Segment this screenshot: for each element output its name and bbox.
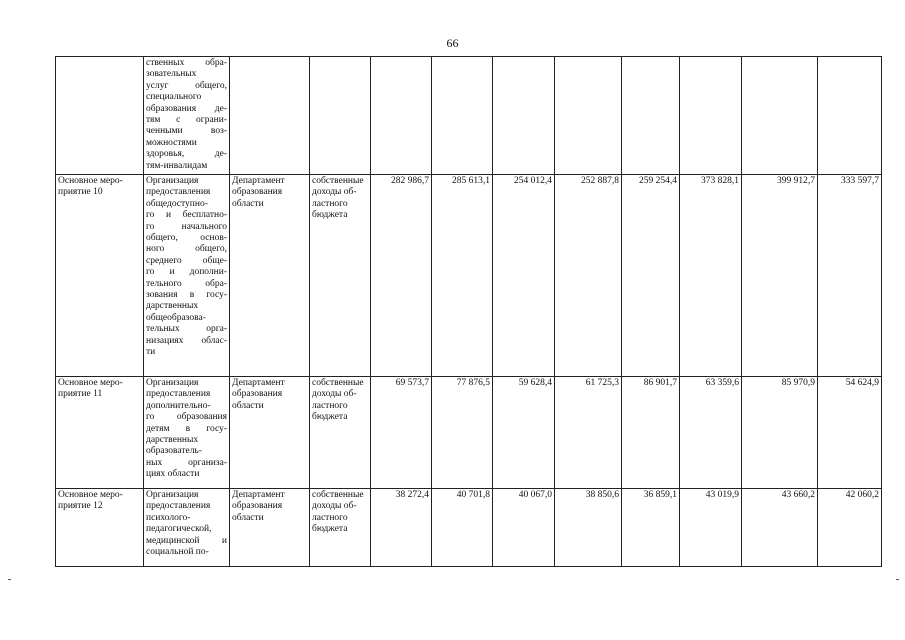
cell-text-line: бюджета xyxy=(312,412,348,423)
activity-description-cell xyxy=(144,489,230,567)
cell-text-line: низациях облас- xyxy=(146,335,227,346)
cell-text-line: можностями xyxy=(146,137,197,148)
cell-text-line: тям с ограни- xyxy=(146,115,227,126)
cell-text-line: бюджета xyxy=(312,210,348,221)
cell-text-line: циях области xyxy=(146,469,200,480)
cell-text-line: общедоступно- xyxy=(146,198,208,209)
funding-value-cell xyxy=(622,57,680,175)
activity-name-cell xyxy=(56,377,144,489)
funding-value-cell: 259 254,4 xyxy=(622,175,680,377)
cell-text-line: общего, основ- xyxy=(146,233,227,244)
cell-text-line: тям-инвалидам xyxy=(146,160,208,171)
funding-value-cell: 38 850,6 xyxy=(555,489,622,567)
cell-text-line: ных организа- xyxy=(146,457,227,468)
cell-text-line: Департамент xyxy=(232,490,285,500)
executor-cell xyxy=(230,175,310,377)
activity-name-cell xyxy=(56,175,144,377)
cell-text-line: здоровья, де- xyxy=(146,149,227,160)
cell-text-line: дарственных xyxy=(146,435,199,446)
scan-mark-right xyxy=(896,579,899,580)
cell-text-line: образователь- xyxy=(146,446,202,457)
funding-source-cell xyxy=(310,57,371,175)
funding-value-cell xyxy=(371,57,432,175)
table-row xyxy=(56,489,882,567)
scan-mark-left xyxy=(8,579,11,580)
funding-value-cell xyxy=(555,57,622,175)
funding-value-cell: 36 859,1 xyxy=(622,489,680,567)
cell-text-line: психолого- xyxy=(146,512,191,523)
funding-value-cell: 40 067,0 xyxy=(493,489,555,567)
cell-text-line: собственные xyxy=(312,490,364,500)
executor-cell xyxy=(230,377,310,489)
cell-text-line: приятие 12 xyxy=(58,501,103,512)
funding-value-cell xyxy=(493,57,555,175)
cell-text-line: зования в госу- xyxy=(146,290,227,301)
funding-value-cell: 63 359,6 xyxy=(680,377,742,489)
cell-text-line: образования xyxy=(232,187,283,198)
activity-name-cell xyxy=(56,489,144,567)
funding-value-cell: 54 624,9 xyxy=(818,377,882,489)
cell-text-line: го и дополни- xyxy=(146,267,227,278)
table-row xyxy=(56,57,882,175)
funding-value-cell: 43 019,9 xyxy=(680,489,742,567)
funding-value-cell xyxy=(680,57,742,175)
funding-value-cell: 42 060,2 xyxy=(818,489,882,567)
cell-text-line: области xyxy=(232,400,264,411)
cell-text-line: бюджета xyxy=(312,524,348,535)
funding-value-cell: 282 986,7 xyxy=(371,175,432,377)
cell-text-line: тельного обра- xyxy=(146,278,227,289)
cell-text-line: образования де- xyxy=(146,103,227,114)
cell-text-line: услуг общего, xyxy=(146,80,227,91)
funding-value-cell: 399 912,7 xyxy=(742,175,818,377)
cell-text-line: доходы об- xyxy=(312,187,357,198)
funding-source-cell xyxy=(310,489,371,567)
cell-text-line: предоставления xyxy=(146,187,211,198)
funding-value-cell: 38 272,4 xyxy=(371,489,432,567)
cell-text-line: предоставления xyxy=(146,389,211,400)
funding-value-cell: 69 573,7 xyxy=(371,377,432,489)
table-row xyxy=(56,377,882,489)
activity-name-cell xyxy=(56,57,144,175)
cell-text-line: области xyxy=(232,198,264,209)
cell-text-line: ластного xyxy=(312,400,348,411)
cell-text-line: среднего обще- xyxy=(146,255,227,266)
activity-description-cell xyxy=(144,377,230,489)
cell-text-line: ластного xyxy=(312,512,348,523)
cell-text-line: зовательных xyxy=(146,69,197,80)
funding-value-cell: 85 970,9 xyxy=(742,377,818,489)
funding-source-cell xyxy=(310,175,371,377)
cell-text-line: предоставления xyxy=(146,501,211,512)
cell-text-line: собственные xyxy=(312,176,364,186)
funding-value-cell xyxy=(742,57,818,175)
funding-source-cell xyxy=(310,377,371,489)
cell-text-line: Основное меро- xyxy=(58,378,123,388)
budget-table xyxy=(55,56,882,567)
activity-description-cell xyxy=(144,175,230,377)
cell-text-line: Основное меро- xyxy=(58,176,123,186)
funding-value-cell: 285 613,1 xyxy=(432,175,493,377)
cell-text-line: Основное меро- xyxy=(58,490,123,500)
cell-text-line: ластного xyxy=(312,198,348,209)
cell-text-line: доходы об- xyxy=(312,389,357,400)
funding-value-cell: 333 597,7 xyxy=(818,175,882,377)
cell-text-line: Организация xyxy=(146,490,199,500)
cell-text-line: педагогической, xyxy=(146,524,212,535)
cell-text-line: ти xyxy=(146,347,156,358)
funding-value-cell: 61 725,3 xyxy=(555,377,622,489)
funding-value-cell: 43 660,2 xyxy=(742,489,818,567)
funding-value-cell: 252 887,8 xyxy=(555,175,622,377)
cell-text-line: дополнительно- xyxy=(146,400,211,411)
executor-cell xyxy=(230,489,310,567)
cell-text-line: специального xyxy=(146,92,202,103)
page-number: 66 xyxy=(446,36,459,50)
cell-text-line: детям в госу- xyxy=(146,423,227,434)
cell-text-line: социальной по- xyxy=(146,547,209,558)
cell-text-line: Организация xyxy=(146,176,199,186)
funding-value-cell: 373 828,1 xyxy=(680,175,742,377)
funding-value-cell: 254 012,4 xyxy=(493,175,555,377)
cell-text-line: доходы об- xyxy=(312,501,357,512)
table-row xyxy=(56,175,882,377)
cell-text-line: Департамент xyxy=(232,176,285,186)
cell-text-line: Департамент xyxy=(232,378,285,388)
cell-text-line: дарственных xyxy=(146,301,199,312)
activity-description-cell xyxy=(144,57,230,175)
cell-text-line: приятие 10 xyxy=(58,187,103,198)
cell-text-line: образования xyxy=(232,501,283,512)
cell-text-line: ченными воз- xyxy=(146,126,227,137)
cell-text-line: го и бесплатно- xyxy=(146,210,227,221)
funding-value-cell: 77 876,5 xyxy=(432,377,493,489)
funding-value-cell: 86 901,7 xyxy=(622,377,680,489)
cell-text-line: Организация xyxy=(146,378,199,388)
cell-text-line: ственных обра- xyxy=(146,58,227,68)
cell-text-line: приятие 11 xyxy=(58,389,103,400)
executor-cell xyxy=(230,57,310,175)
cell-text-line: общеобразова- xyxy=(146,312,206,323)
cell-text-line: образования xyxy=(232,389,283,400)
funding-value-cell: 59 628,4 xyxy=(493,377,555,489)
funding-value-cell: 40 701,8 xyxy=(432,489,493,567)
cell-text-line: собственные xyxy=(312,378,364,388)
cell-text-line: ного общего, xyxy=(146,244,227,255)
cell-text-line: го начального xyxy=(146,221,227,232)
cell-text-line: медицинской и xyxy=(146,535,227,546)
funding-value-cell xyxy=(432,57,493,175)
cell-text-line: го образования xyxy=(146,412,227,423)
cell-text-line: области xyxy=(232,512,264,523)
cell-text-line: тельных орга- xyxy=(146,324,227,335)
funding-value-cell xyxy=(818,57,882,175)
